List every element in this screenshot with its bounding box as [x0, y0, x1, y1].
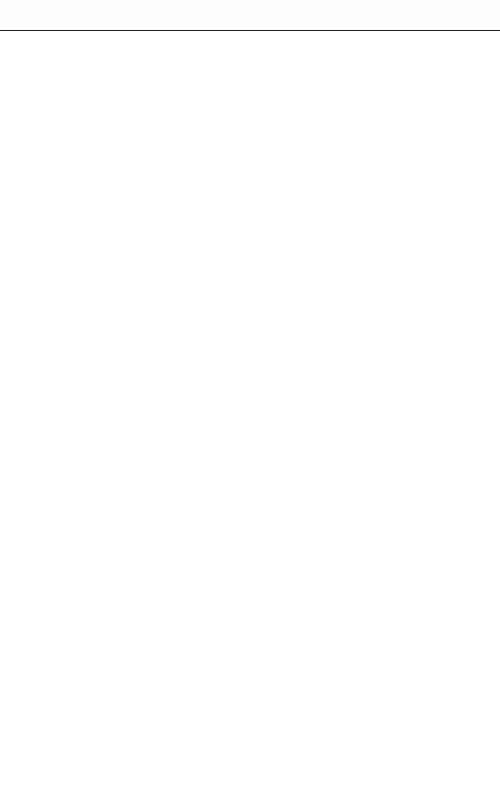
page-title: [0, 0, 500, 30]
reference-table: [0, 30, 500, 788]
logo-icon: [417, 728, 439, 750]
site-logo: [417, 715, 495, 763]
